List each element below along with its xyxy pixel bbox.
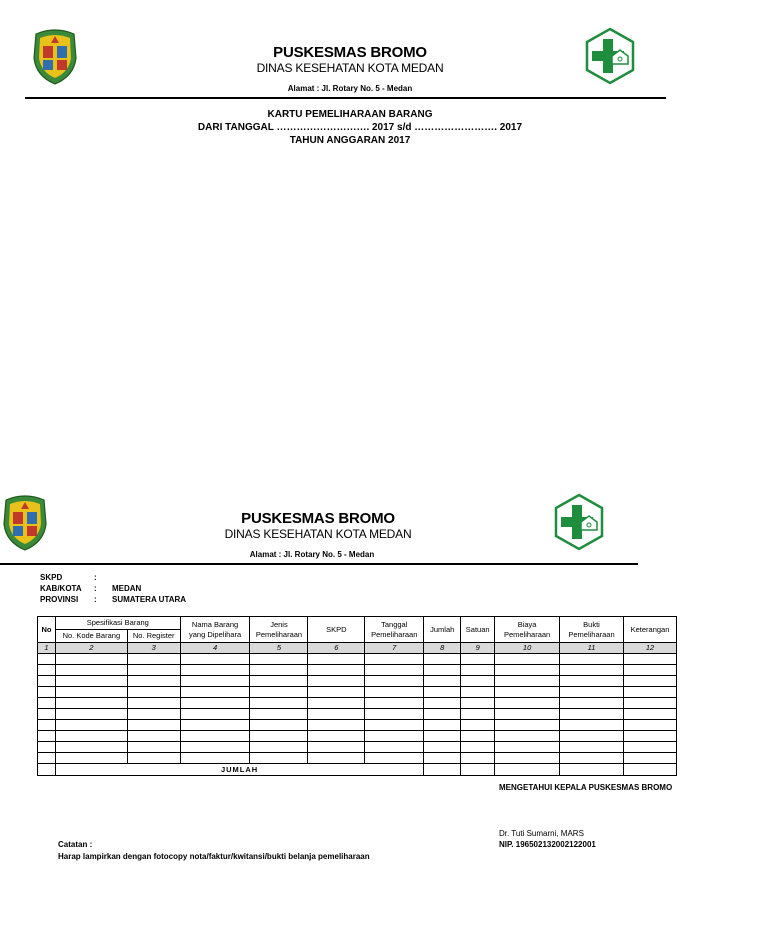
table-cell	[38, 654, 56, 665]
table-cell	[495, 665, 560, 676]
table-cell	[560, 654, 624, 665]
col-header-bukti-line2: Pemeliharaan	[568, 629, 615, 639]
table-cell	[250, 720, 308, 731]
table-cell	[308, 687, 365, 698]
table-cell	[424, 676, 461, 687]
col-header-bukti-line1: Bukti	[583, 619, 600, 629]
col-header-keterangan: Keterangan	[623, 617, 676, 643]
col-header-tanggal	[365, 617, 424, 643]
column-number-row	[38, 643, 677, 654]
table-cell	[560, 720, 624, 731]
table-cell	[250, 665, 308, 676]
table-cell	[180, 654, 250, 665]
table-cell	[250, 742, 308, 753]
table-cell	[365, 720, 424, 731]
header-rule-bottom	[0, 563, 638, 565]
table-cell	[560, 753, 624, 764]
table-cell	[180, 720, 250, 731]
column-number: 11	[560, 643, 624, 654]
column-number: 1	[38, 643, 56, 654]
col-header-nama-line1: Nama Barang	[191, 619, 239, 629]
table-cell	[180, 687, 250, 698]
header-subtitle-bottom: DINAS KESEHATAN KOTA MEDAN	[224, 527, 412, 541]
table-cell	[424, 720, 461, 731]
column-number: 3	[127, 643, 180, 654]
table-cell	[250, 709, 308, 720]
signatory-nip: NIP. 196502132002122001	[499, 840, 596, 849]
crest-logo-bottom	[0, 494, 50, 552]
table-cell	[250, 687, 308, 698]
table-cell	[623, 687, 676, 698]
table-cell	[461, 709, 495, 720]
info-prov-sep: :	[94, 595, 97, 604]
table-cell	[623, 698, 676, 709]
table-cell	[250, 698, 308, 709]
table-cell	[424, 709, 461, 720]
table-cell	[461, 742, 495, 753]
table-cell	[250, 731, 308, 742]
table-cell	[308, 731, 365, 742]
table-cell	[461, 676, 495, 687]
total-cell	[560, 764, 624, 776]
table-cell	[127, 676, 180, 687]
table-cell	[424, 742, 461, 753]
col-header-jenis-line2: Pemeliharaan	[255, 629, 303, 639]
table-cell	[461, 687, 495, 698]
column-number: 7	[365, 643, 424, 654]
table-cell	[623, 753, 676, 764]
table-cell	[55, 676, 127, 687]
table-row	[38, 665, 677, 676]
table-cell	[308, 676, 365, 687]
col-header-no: No	[38, 617, 56, 643]
col-header-biaya-line1: Biaya	[517, 619, 537, 629]
notes-text: Harap lampirkan dengan fotocopy nota/faktur/kwitansi/bukti belanja pemeliharaan	[58, 852, 370, 861]
table-cell	[55, 687, 127, 698]
table-cell	[127, 742, 180, 753]
maintenance-table	[37, 616, 677, 776]
card-date-range: DARI TANGGAL ………………………. 2017 s/d ……………………. 2017	[197, 122, 523, 133]
table-cell	[424, 687, 461, 698]
table-cell	[55, 665, 127, 676]
col-header-jenis-line1: Jenis	[270, 619, 288, 629]
header-address-top: Alamat : Jl. Rotary No. 5 - Medan	[287, 84, 413, 93]
info-kab-label: KAB/KOTA	[40, 584, 82, 593]
table-cell	[365, 676, 424, 687]
table-cell	[127, 709, 180, 720]
table-row	[38, 742, 677, 753]
table-cell	[365, 753, 424, 764]
header-title-bottom: PUSKESMAS BROMO	[241, 510, 395, 527]
table-cell	[623, 654, 676, 665]
table-cell	[560, 676, 624, 687]
col-header-satuan: Satuan	[461, 617, 495, 643]
table-cell	[623, 742, 676, 753]
table-cell	[461, 731, 495, 742]
table-cell	[560, 687, 624, 698]
info-skpd-label: SKPD	[40, 573, 63, 582]
table-cell	[308, 654, 365, 665]
table-cell	[38, 742, 56, 753]
table-cell	[623, 676, 676, 687]
table-cell	[560, 731, 624, 742]
acknowledge-label: MENGETAHUI KEPALA PUSKESMAS BROMO	[499, 783, 673, 792]
table-body	[38, 654, 677, 764]
column-number: 10	[495, 643, 560, 654]
col-header-tanggal-line2: Pemeliharaan	[371, 629, 418, 639]
info-kab-sep: :	[94, 584, 97, 593]
table-cell	[495, 709, 560, 720]
table-cell	[461, 753, 495, 764]
col-header-skpd: SKPD	[308, 617, 365, 643]
table-row	[38, 753, 677, 764]
health-logo-bottom	[553, 493, 605, 551]
table-cell	[560, 709, 624, 720]
table-cell	[365, 709, 424, 720]
header-address-bottom: Alamat : Jl. Rotary No. 5 - Medan	[249, 550, 375, 559]
table-cell	[180, 742, 250, 753]
col-header-register: No. Register	[127, 630, 180, 643]
table-cell	[308, 665, 365, 676]
table-cell	[55, 698, 127, 709]
table-cell	[623, 731, 676, 742]
table-cell	[424, 731, 461, 742]
table-cell	[461, 654, 495, 665]
table-cell	[461, 698, 495, 709]
table-cell	[180, 676, 250, 687]
table-cell	[495, 742, 560, 753]
table-cell	[365, 654, 424, 665]
table-cell	[180, 709, 250, 720]
table-cell	[495, 731, 560, 742]
table-cell	[308, 720, 365, 731]
table-cell	[38, 753, 56, 764]
table-cell	[365, 698, 424, 709]
table-cell	[55, 709, 127, 720]
total-cell	[495, 764, 560, 776]
crest-logo-top	[30, 28, 80, 86]
table-cell	[250, 753, 308, 764]
header-title-top: PUSKESMAS BROMO	[273, 44, 427, 61]
table-cell	[495, 687, 560, 698]
table-cell	[127, 720, 180, 731]
table-cell	[250, 654, 308, 665]
table-cell	[55, 731, 127, 742]
table-cell	[250, 676, 308, 687]
table-cell	[495, 753, 560, 764]
notes-label: Catatan :	[58, 840, 93, 849]
col-header-nama-line2: yang Dipelihara	[189, 629, 242, 639]
column-number: 6	[308, 643, 365, 654]
card-title: KARTU PEMELIHARAAN BARANG	[267, 109, 433, 120]
table-cell	[495, 698, 560, 709]
table-cell	[495, 654, 560, 665]
total-label: JUMLAH	[55, 764, 423, 776]
table-cell	[308, 742, 365, 753]
column-number: 8	[424, 643, 461, 654]
header-subtitle-top: DINAS KESEHATAN KOTA MEDAN	[256, 61, 444, 75]
total-cell	[424, 764, 461, 776]
table-cell	[495, 720, 560, 731]
table-cell	[365, 665, 424, 676]
col-header-jumlah: Jumlah	[424, 617, 461, 643]
health-logo-top	[584, 27, 636, 85]
table-cell	[623, 709, 676, 720]
table-cell	[55, 654, 127, 665]
column-number: 12	[623, 643, 676, 654]
table-row	[38, 731, 677, 742]
column-number: 2	[55, 643, 127, 654]
table-cell	[461, 665, 495, 676]
column-number: 5	[250, 643, 308, 654]
col-header-biaya	[495, 617, 560, 643]
table-cell	[365, 687, 424, 698]
table-cell	[127, 665, 180, 676]
info-prov-label: PROVINSI	[40, 595, 79, 604]
table-cell	[623, 665, 676, 676]
info-kab-value: MEDAN	[112, 584, 142, 593]
table-cell	[365, 731, 424, 742]
table-cell	[38, 698, 56, 709]
signatory-name: Dr. Tuti Sumarni, MARS	[499, 829, 584, 838]
table-row	[38, 720, 677, 731]
table-cell	[180, 753, 250, 764]
table-cell	[365, 742, 424, 753]
info-skpd-sep: :	[94, 573, 97, 582]
table-cell	[180, 731, 250, 742]
table-row	[38, 676, 677, 687]
table-cell	[461, 720, 495, 731]
col-header-nama	[180, 617, 250, 643]
table-cell	[495, 676, 560, 687]
table-cell	[180, 665, 250, 676]
total-row	[38, 764, 677, 776]
table-cell	[308, 709, 365, 720]
col-header-jenis	[250, 617, 308, 643]
table-cell	[424, 698, 461, 709]
table-cell	[38, 720, 56, 731]
table-cell	[38, 731, 56, 742]
column-number: 4	[180, 643, 250, 654]
table-cell	[38, 709, 56, 720]
table-cell	[38, 665, 56, 676]
table-cell	[560, 698, 624, 709]
col-header-biaya-line2: Pemeliharaan	[503, 629, 551, 639]
col-header-spesifikasi: Spesifikasi Barang	[55, 617, 180, 630]
table-cell	[424, 753, 461, 764]
total-cell	[461, 764, 495, 776]
table-cell	[308, 698, 365, 709]
table-cell	[127, 698, 180, 709]
table-row	[38, 654, 677, 665]
table-cell	[127, 753, 180, 764]
table-row	[38, 687, 677, 698]
column-number: 9	[461, 643, 495, 654]
table-cell	[38, 676, 56, 687]
table-cell	[55, 753, 127, 764]
table-cell	[424, 654, 461, 665]
col-header-kode: No. Kode Barang	[55, 630, 127, 643]
table-cell	[623, 720, 676, 731]
total-empty-cell	[38, 764, 56, 776]
table-cell	[127, 731, 180, 742]
table-cell	[55, 720, 127, 731]
table-cell	[127, 654, 180, 665]
col-header-bukti	[560, 617, 624, 643]
header-rule-top	[25, 97, 666, 99]
total-cell	[623, 764, 676, 776]
table-cell	[560, 742, 624, 753]
table-cell	[180, 698, 250, 709]
info-prov-value: SUMATERA UTARA	[112, 595, 187, 604]
table-cell	[38, 687, 56, 698]
table-cell	[308, 753, 365, 764]
table-cell	[560, 665, 624, 676]
table-cell	[127, 687, 180, 698]
card-budget-year: TAHUN ANGGARAN 2017	[289, 135, 411, 146]
table-cell	[424, 665, 461, 676]
table-row	[38, 698, 677, 709]
col-header-tanggal-line1: Tanggal	[381, 619, 408, 629]
table-cell	[55, 742, 127, 753]
table-row	[38, 709, 677, 720]
